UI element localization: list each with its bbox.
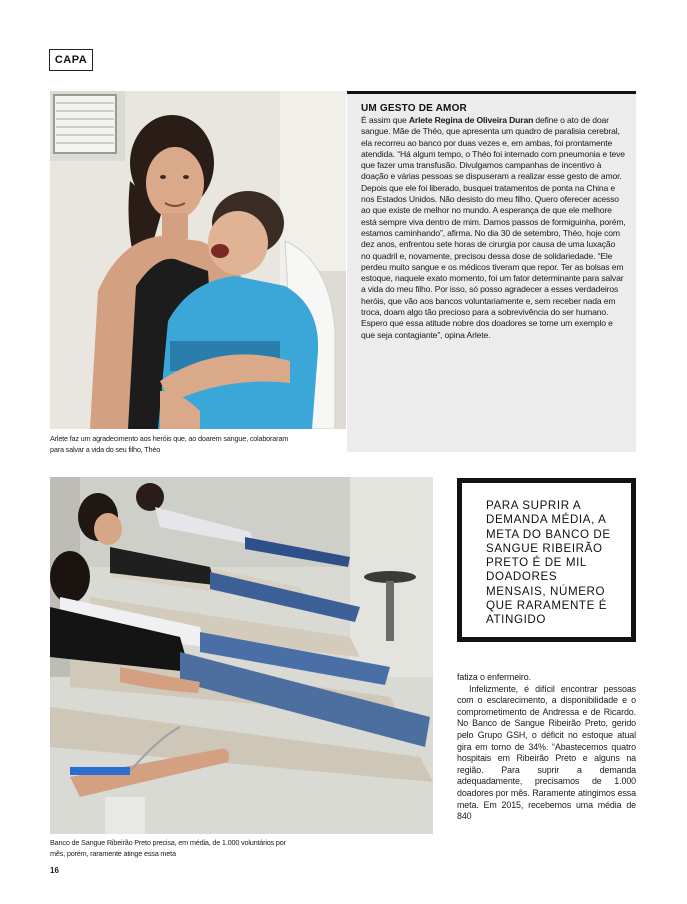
body-paragraph: fatiza o enfermeiro. — [457, 672, 531, 682]
article-body — [457, 672, 636, 823]
top-photo-caption: Arlete faz um agradecimento aos heróis que, ao doarem sangue, colaboraram para salvar a vida do seu filho, Théo — [50, 434, 289, 454]
page-number: 16 — [50, 866, 59, 875]
body-paragraph: Infelizmente, é difícil encontrar pessoas com o esclarecimento, a disponibilidade e o comprometimento de Andressa e de Ricardo. No Banco de Sangue Ribeirão Preto, gerido pelo Grupo GSH, o déficit no estoque atual gira em torno de 34%. “Abastecemos quatro hospitais em Ribeirão Preto e alguns na região. Para suprir a demanda adequadamente, precisamos de 1.000 doadores por mês. Raramente atingimos essa meta. Em 2015, recebemos uma média de 840 — [457, 683, 636, 822]
testimony-sidebox — [347, 91, 636, 452]
sidebox-body: define o ato de doar sangue. Mãe de Théo, que apresenta um quadro de paralisia cerebral, ela recorreu ao banco por duas vezes e, em ambas, foi prontamente atendida. “Há algum tempo, o Théo foi internado com pneumonia e teve que fazer uma transfusão. Divulgamos campanhas de incentivo à doação e várias pessoas se dispuseram a realizar esse gesto de amor. Depois que ele foi liberado, busquei tratamentos de ponta na China e nos Estados Unidos. Não desisto do meu filho. Quero oferecer acesso ao que existe de melhor no mundo. A esperança de que ele melhore está sempre viva dentro de mim. Damos passos de formiguinha, porém, estamos caminhando”, afirma. No dia 30 de setembro, Théo, hoje com dez anos, enfrentou sete horas de cirurgia por causa de uma luxação no quadril e, novamente, precisou dessa dose de solidariedade. “Ele perdeu muito sangue e os médicos tiveram que repor. Ter as bolsas em estoque, naquele exato momento, foi um fator determinante para salvar a vida do meu filho. Por isso, só posso agradecer a esses verdadeiros heróis, que vão aos bancos voluntariamente e, sem receber nada em troca, doam algo tão precioso para a sobrevivência do ser humano. Espero que essa atitude nobre dos doadores se torne um exemplo e que seja contagiante”, opina Arlete. — [361, 115, 626, 340]
section-tag: CAPA — [49, 49, 93, 71]
pull-quote — [457, 478, 636, 642]
sidebox-person-name: Arlete Regina de Oliveira Duran — [408, 115, 534, 125]
photo-blood-donors — [50, 477, 433, 834]
sidebox-intro: É assim que — [361, 115, 409, 125]
sidebox-heading: UM GESTO DE AMOR — [361, 103, 467, 114]
photo-mother-and-son — [50, 91, 346, 429]
pull-quote-text: PARA SUPRIR A DEMANDA MÉDIA, A META DO BANCO DE SANGUE RIBEIRÃO PRETO É DE MIL DOADORES MENSAIS, NÚMERO QUE RARAMENTE É ATINGIDO — [486, 499, 611, 627]
sidebox-text — [361, 115, 626, 341]
bottom-photo-caption: Banco de Sangue Ribeirão Preto precisa, em média, de 1.000 voluntários por mês, porém, raramente atinge essa meta — [50, 838, 286, 858]
